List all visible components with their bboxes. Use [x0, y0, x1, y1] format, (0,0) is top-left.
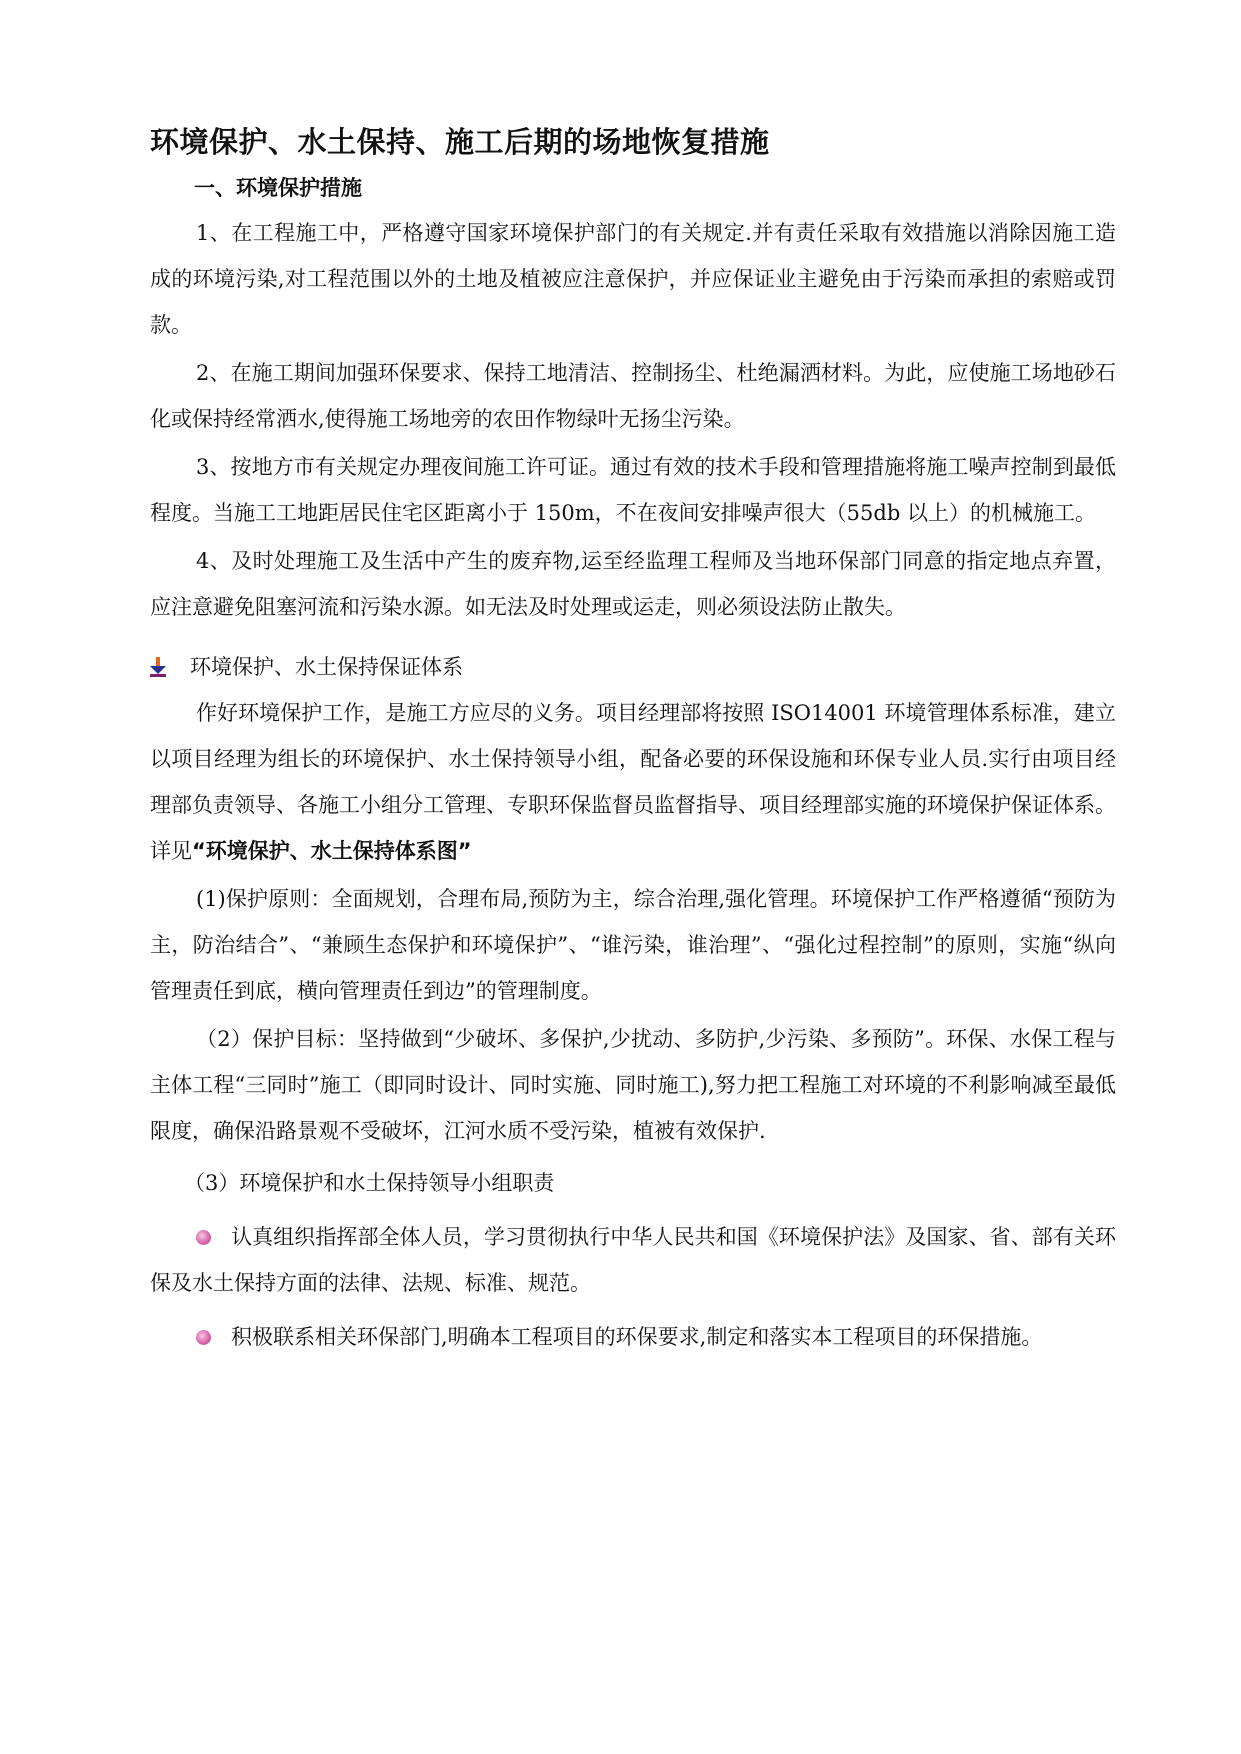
intro-text: 作好环境保护工作，是施工方应尽的义务。项目经理部将按照 ISO14001 环境管理体系标准，建立以项目经理为组长的环境保护、水土保持领导小组，配备必要的环保设施和环保专业人员.实行由项目经理部负责领导、各施工小组分工管理、专职环保监督员监督指导、项目经理部实施的环境保护保证体系。详见: [150, 701, 1116, 863]
paragraph-intro: [150, 690, 1116, 874]
paragraph-target: （2）保护目标：坚持做到“少破坏、多保护,少扰动、多防护,少污染、多预防”。环保、水保工程与主体工程“三同时”施工（即同时设计、同时实施、同时施工),努力把工程施工对环境的不利影响减至最低限度，确保沿路景观不受破坏，江河水质不受污染，植被有效保护.: [150, 1027, 1116, 1143]
paragraph-item-3: 3、按地方市有关规定办理夜间施工许可证。通过有效的技术手段和管理措施将施工噪声控制到最低程度。当施工工地距居民住宅区距离小于 150m，不在夜间安排噪声很大（55db 以上）的机械施工。: [150, 455, 1116, 525]
arrow-down-icon: [150, 657, 166, 677]
paragraph-item-4: 4、及时处理施工及生活中产生的废弃物,运至经监理工程师及当地环保部门同意的指定地点弃置，应注意避免阻塞河流和污染水源。如无法及时处理或运走，则必须设法防止散失。: [150, 549, 1116, 619]
document-title: 环境保护、水土保持、施工后期的场地恢复措施: [150, 125, 770, 159]
pink-dot-icon: [196, 1330, 211, 1345]
paragraph-item-2: 2、在施工期间加强环保要求、保持工地清洁、控制扬尘、杜绝漏洒材料。为此，应使施工场地砂石化或保持经常洒水,使得施工场地旁的农田作物绿叶无扬尘污染。: [150, 361, 1116, 431]
list-item-duty-1: [150, 1214, 1116, 1306]
duty-text: 认真组织指挥部全体人员，学习贯彻执行中华人民共和国《环境保护法》及国家、省、部有关环保及水土保持方面的法律、法规、标准、规范。: [150, 1225, 1116, 1295]
duty-text: 积极联系相关环保部门,明确本工程项目的环保要求,制定和落实本工程项目的环保措施。: [231, 1325, 1043, 1349]
document-page: [150, 118, 1116, 1362]
section-heading-environment: 一、环境保护措施: [194, 176, 362, 200]
paragraph-principle: (1)保护原则：全面规划，合理布局,预防为主，综合治理,强化管理。环境保护工作严格遵循“预防为主，防治结合”、“兼顾生态保护和环境保护”、“谁污染，谁治理”、“强化过程控制”的原则，实施“纵向管理责任到底，横向管理责任到边”的管理制度。: [150, 887, 1116, 1003]
duties-heading: （3）环境保护和水土保持领导小组职责: [184, 1171, 555, 1195]
list-item-duty-2: [150, 1314, 1116, 1360]
intro-bold-reference: “环境保护、水土保持体系图”: [192, 839, 472, 863]
section-heading-label: 环境保护、水土保持保证体系: [190, 655, 463, 679]
paragraph-item-1: 1、在工程施工中，严格遵守国家环境保护部门的有关规定.并有责任采取有效措施以消除因施工造成的环境污染,对工程范围以外的土地及植被应注意保护，并应保证业主避免由于污染而承担的索赔或罚款。: [150, 221, 1116, 337]
pink-dot-icon: [196, 1230, 211, 1245]
section-heading-guarantee-system: [150, 644, 1116, 690]
